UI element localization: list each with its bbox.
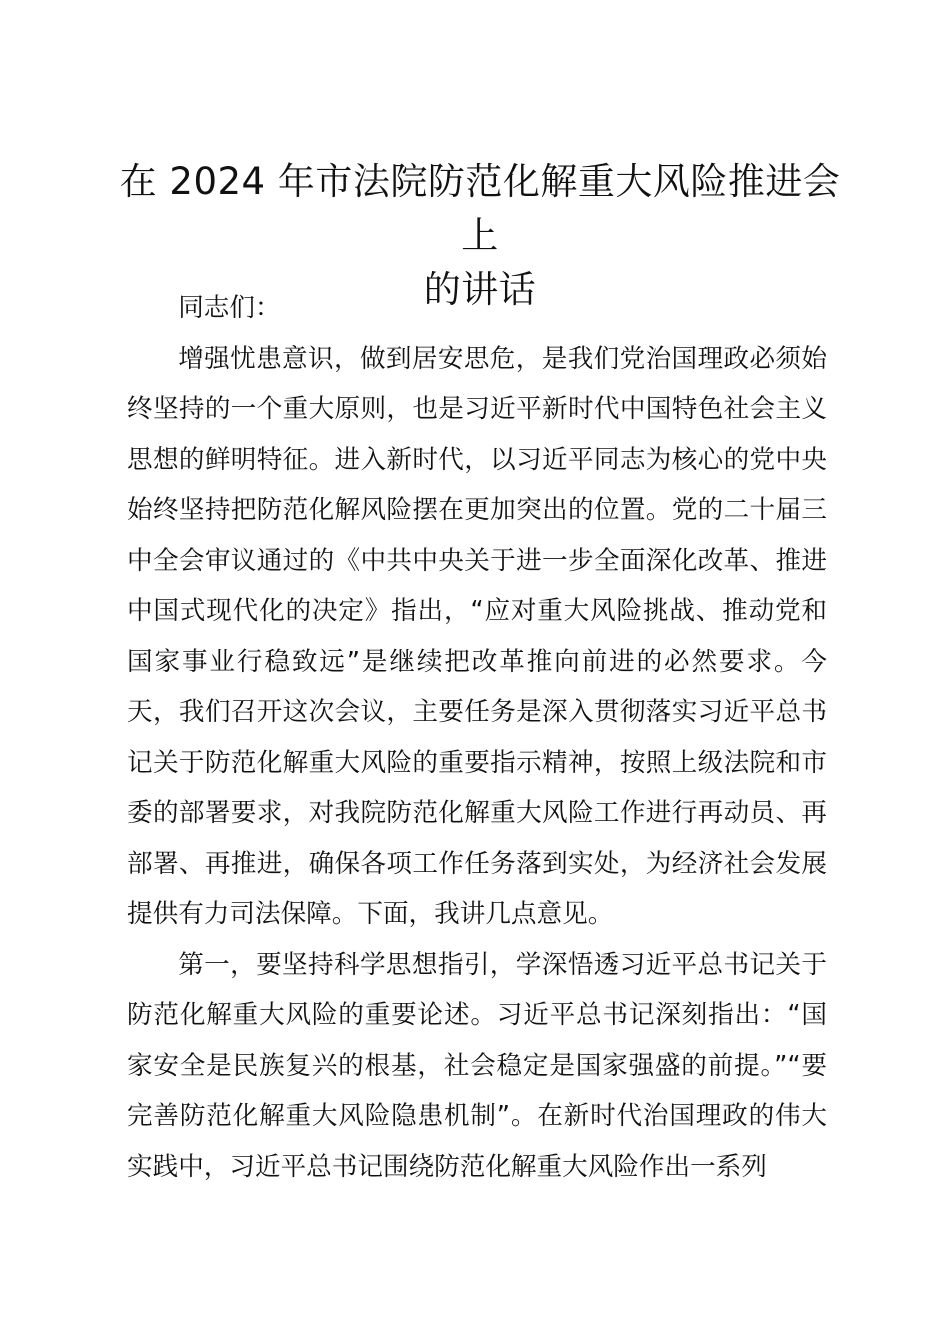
paragraph-intro: 增强忧患意识，做到居安思危，是我们党治国理政必须始终坚持的一个重大原则，也是习近平新时代中国特色社会主义思想的鲜明特征。进入新时代，以习近平同志为核心的党中央始终坚持把防范化解风险摆在更加突出的位置。党的二十届三中全会审议通过的《中共中央关于进一步全面深化改革、推进中国式现代化的决定》指出，“应对重大风险挑战、推动党和国家事业行稳致远”是继续把改革推向前进的必然要求。今天，我们召开这次会议，主要任务是深入贯彻落实习近平总书记关于防范化解重大风险的重要指示精神，按照上级法院和市委的部署要求，对我院防范化解重大风险工作进行再动员、再部署、再推进，确保各项工作任务落到实处，为经济社会发展提供有力司法保障。下面，我讲几点意见。 xyxy=(127,343,827,929)
salutation: 同志们： xyxy=(178,293,281,323)
title-line-1: 在 2024 年市法院防范化解重大风险推进会上 xyxy=(119,160,841,257)
paragraph-first-point: 第一，要坚持科学思想指引，学深悟透习近平总书记关于防范化解重大风险的重要论述。习近平总书记深刻指出：“国家安全是民族复兴的根基，社会稳定是国家强盛的前提。”“要完善防范化解重大风险隐患机制”。在新时代治国理政的伟大实践中，习近平总书记围绕防范化解重大风险作出一系列 xyxy=(127,949,827,1182)
document-body xyxy=(127,283,827,1192)
title-line-2: 的讲话 xyxy=(423,268,537,311)
